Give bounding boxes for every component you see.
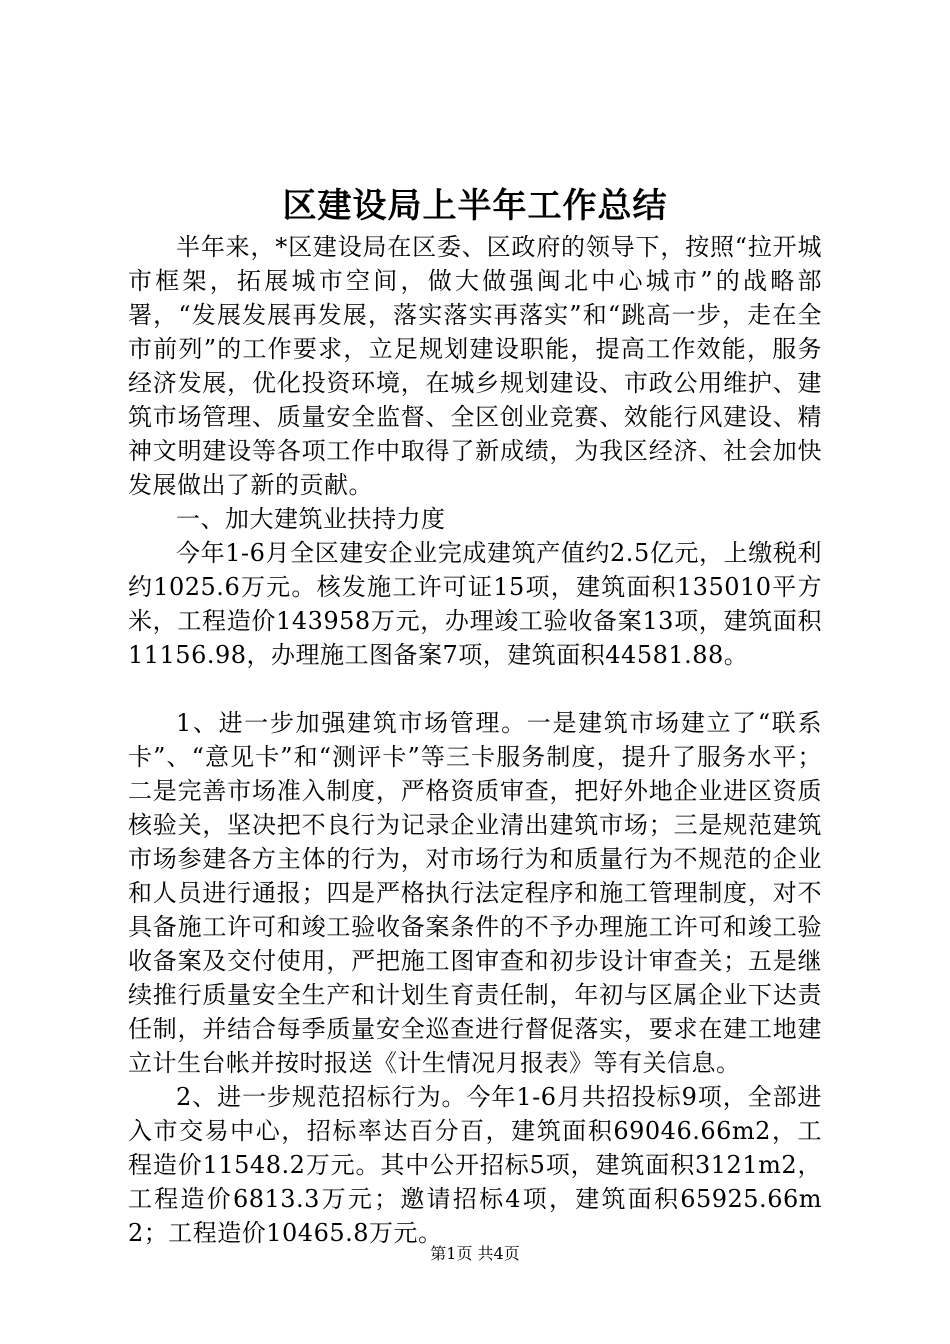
- intro-paragraph: 半年来，*区建设局在区委、区政府的领导下，按照“拉开城市框架，拓展城市空间，做大做强闽北中心城市”的战略部署，“发展发展再发展，落实落实再落实”和“跳高一步，走在全市前列”的工作要求，立足规划建设职能，提高工作效能，服务经济发展，优化投资环境，在城乡规划建设、市政公用维护、建筑市场管理、质量安全监督、全区创业竞赛、效能行风建设、精神文明建设等各项工作中取得了新成绩，为我区经济、社会加快发展做出了新的贡献。: [128, 233, 822, 499]
- page-footer: 第1页 共4页: [430, 1244, 520, 1263]
- paragraph-gap: [128, 672, 822, 706]
- section-heading: 一、加大建筑业扶持力度: [176, 505, 446, 533]
- document-body: [128, 230, 822, 1250]
- market-management-paragraph: 1、进一步加强建筑市场管理。一是建筑市场建立了“联系卡”、“意见卡”和“测评卡”等三卡服务制度，提升了服务水平；二是完善市场准入制度，严格资质审查，把好外地企业进区资质核验关，坚决把不良行为记录企业清出建筑市场；三是规范建筑市场参建各方主体的行为，对市场行为和质量行为不规范的企业和人员进行通报；四是严格执行法定程序和施工管理制度，对不具备施工许可和竣工验收备案条件的不予办理施工许可和竣工验收备案及交付使用，严把施工图审查和初步设计审查关；五是继续推行质量安全生产和计划生育责任制，年初与区属企业下达责任制，并结合每季质量安全巡查进行督促落实，要求在建工地建立计生台帐并按时报送《计生情况月报表》等有关信息。: [128, 709, 822, 1077]
- production-paragraph: 今年1-6月全区建安企业完成建筑产值约2.5亿元，上缴税利约1025.6万元。核发施工许可证15项，建筑面积135010平方米，工程造价143958万元，办理竣工验收备案13项，建筑面积11156.98，办理施工图备案7项，建筑面积44581.88。: [128, 539, 822, 669]
- document-title: 区建设局上半年工作总结: [282, 186, 668, 226]
- bidding-paragraph: 2、进一步规范招标行为。今年1-6月共招投标9项，全部进入市交易中心，招标率达百分百，建筑面积69046.66m2，工程造价11548.2万元。其中公开招标5项，建筑面积3121m2，工程造价6813.3万元；邀请招标4项，建筑面积65925.66m2；工程造价10465.8万元。: [128, 1083, 822, 1247]
